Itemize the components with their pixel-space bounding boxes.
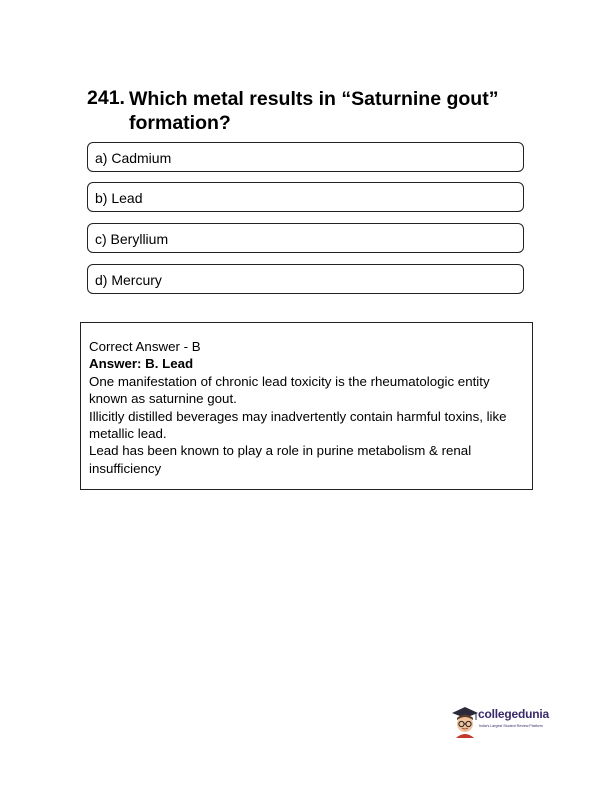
answer-box [80, 322, 533, 490]
question-text: Which metal results in “Saturnine gout” formation? [129, 88, 499, 134]
logo-tagline: India's Largest Student Review Platform [479, 724, 543, 728]
question-number: 241. [87, 87, 125, 109]
option-d[interactable]: d) Mercury [87, 264, 524, 294]
correct-answer-line: Correct Answer - B [89, 339, 201, 354]
logo-name: collegedunia [478, 707, 549, 721]
option-b[interactable]: b) Lead [87, 182, 524, 212]
collegedunia-logo [450, 704, 550, 740]
option-c[interactable]: c) Beryllium [87, 223, 524, 253]
explanation-line-1: One manifestation of chronic lead toxicity is the rheumatologic entity known as saturnine gout. [89, 373, 490, 407]
explanation-line-2: Illicitly distilled beverages may inadvertently contain harmful toxins, like metallic lead. [89, 408, 507, 442]
answer-line: Answer: B. Lead [89, 356, 194, 372]
explanation-line-3: Lead has been known to play a role in purine metabolism & renal insufficiency [89, 443, 472, 476]
graduate-mascot-icon [450, 704, 480, 738]
option-a[interactable]: a) Cadmium [87, 142, 524, 172]
